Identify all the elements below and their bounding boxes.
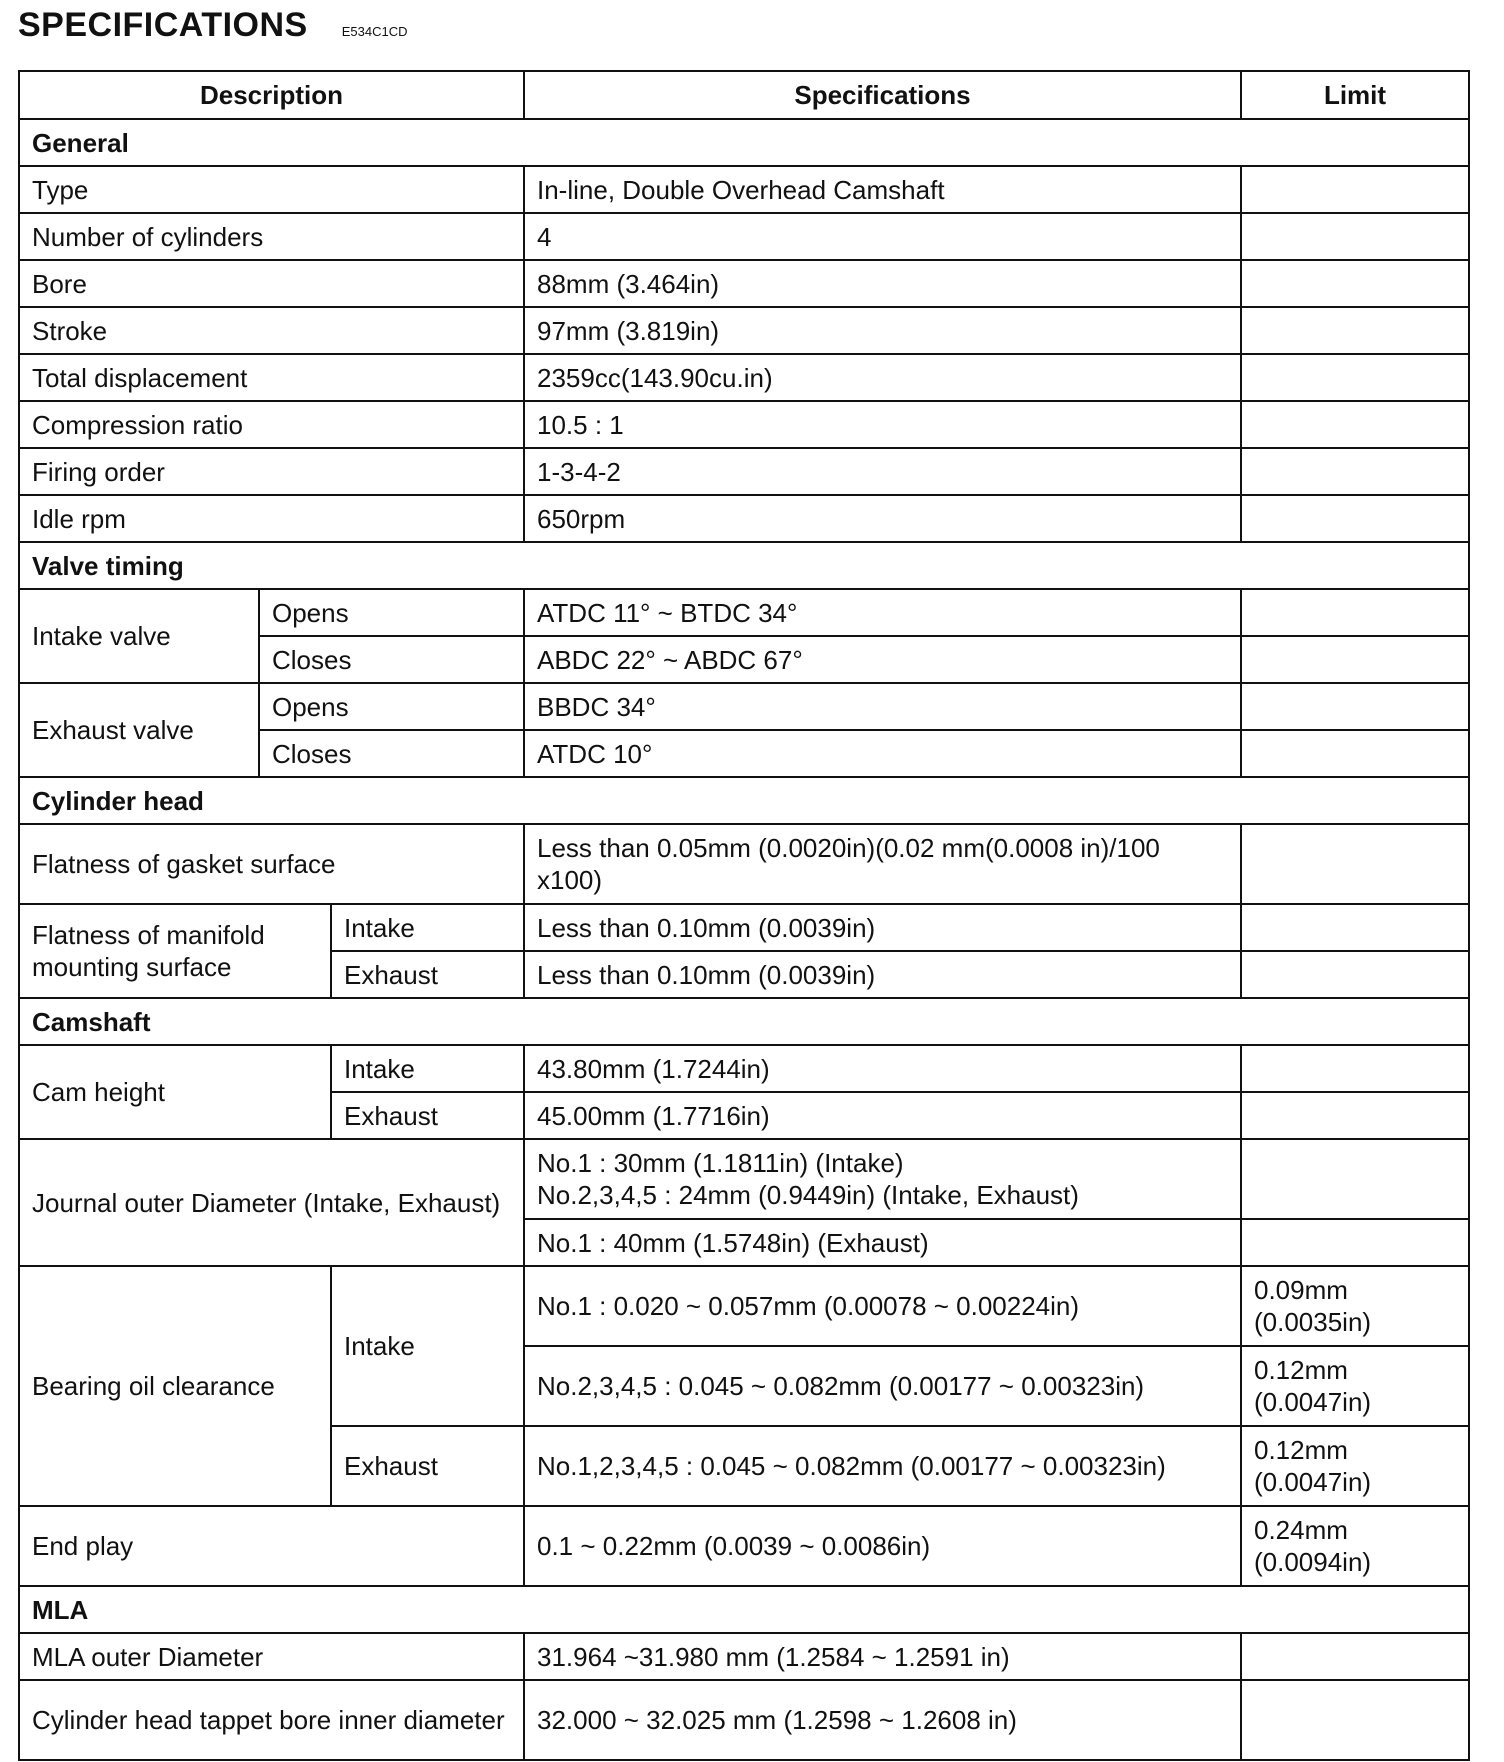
row-limit: [1241, 824, 1469, 904]
limit-line: (0.0094in): [1254, 1547, 1372, 1577]
header-specifications: Specifications: [524, 71, 1241, 119]
table-row: [19, 354, 1469, 401]
row-limit: [1241, 730, 1469, 777]
table-row: [19, 1633, 1469, 1680]
row-limit: [1241, 260, 1469, 307]
row-limit: [1241, 1266, 1469, 1346]
limit-line: (0.0047in): [1254, 1387, 1372, 1417]
page-title: SPECIFICATIONS: [18, 6, 308, 44]
limit-line: (0.0035in): [1254, 1307, 1372, 1337]
row-label: MLA outer Diameter: [19, 1633, 524, 1680]
table-row: [19, 1139, 1469, 1219]
row-limit: [1241, 448, 1469, 495]
row-value: 10.5 : 1: [524, 401, 1241, 448]
header-description: Description: [19, 71, 524, 119]
row-sublabel: Exhaust: [331, 1092, 524, 1139]
row-limit: [1241, 307, 1469, 354]
row-label: Flatness of manifold mounting surface: [19, 904, 331, 998]
row-label: Bore: [19, 260, 524, 307]
row-value: 32.000 ~ 32.025 mm (1.2598 ~ 1.2608 in): [524, 1680, 1241, 1760]
row-limit: [1241, 1506, 1469, 1586]
row-value: 4: [524, 213, 1241, 260]
row-value: 0.1 ~ 0.22mm (0.0039 ~ 0.0086in): [524, 1506, 1241, 1586]
row-label: Firing order: [19, 448, 524, 495]
table-row: [19, 213, 1469, 260]
section-row: [19, 998, 1469, 1045]
row-limit: [1241, 166, 1469, 213]
table-row: [19, 448, 1469, 495]
section-row: [19, 119, 1469, 166]
table-row: [19, 1045, 1469, 1092]
row-sublabel: Intake: [331, 904, 524, 951]
row-limit: [1241, 589, 1469, 636]
limit-line: 0.09mm: [1254, 1275, 1348, 1305]
table-row: [19, 307, 1469, 354]
table-row: [19, 166, 1469, 213]
row-value: Less than 0.10mm (0.0039in): [524, 904, 1241, 951]
table-row: [19, 1680, 1469, 1760]
row-limit: [1241, 1426, 1469, 1506]
row-value: BBDC 34°: [524, 683, 1241, 730]
row-limit: [1241, 1045, 1469, 1092]
row-label: Number of cylinders: [19, 213, 524, 260]
row-value: Less than 0.10mm (0.0039in): [524, 951, 1241, 998]
table-row: [19, 683, 1469, 730]
row-value: ABDC 22° ~ ABDC 67°: [524, 636, 1241, 683]
header-row: [19, 71, 1469, 119]
row-sublabel: Closes: [259, 636, 524, 683]
row-limit: [1241, 904, 1469, 951]
table-row: [19, 260, 1469, 307]
row-value: ATDC 11° ~ BTDC 34°: [524, 589, 1241, 636]
limit-line: 0.12mm: [1254, 1355, 1348, 1385]
section-row: [19, 542, 1469, 589]
table-row: [19, 824, 1469, 904]
row-value: 43.80mm (1.7244in): [524, 1045, 1241, 1092]
row-label: Idle rpm: [19, 495, 524, 542]
row-limit: [1241, 213, 1469, 260]
row-label: Total displacement: [19, 354, 524, 401]
header-limit: Limit: [1241, 71, 1469, 119]
section-cylinder-head: Cylinder head: [19, 777, 1469, 824]
row-limit: [1241, 1219, 1469, 1266]
row-sublabel: Intake: [331, 1266, 524, 1426]
row-limit: [1241, 1633, 1469, 1680]
limit-line: 0.24mm: [1254, 1515, 1348, 1545]
row-value: In-line, Double Overhead Camshaft: [524, 166, 1241, 213]
table-row: [19, 495, 1469, 542]
row-value: 2359cc(143.90cu.in): [524, 354, 1241, 401]
row-label: Exhaust valve: [19, 683, 259, 777]
row-limit: [1241, 951, 1469, 998]
table-row: [19, 1266, 1469, 1346]
row-label: Cylinder head tappet bore inner diameter: [19, 1680, 524, 1760]
specifications-table: [18, 70, 1470, 1761]
limit-line: 0.12mm: [1254, 1435, 1348, 1465]
row-value: ATDC 10°: [524, 730, 1241, 777]
row-limit: [1241, 683, 1469, 730]
section-general: General: [19, 119, 1469, 166]
row-limit: [1241, 636, 1469, 683]
row-value: 88mm (3.464in): [524, 260, 1241, 307]
row-value: [524, 1139, 1241, 1219]
row-sublabel: Closes: [259, 730, 524, 777]
row-value: 45.00mm (1.7716in): [524, 1092, 1241, 1139]
row-value: No.1 : 0.020 ~ 0.057mm (0.00078 ~ 0.00224in): [524, 1266, 1241, 1346]
row-label: Journal outer Diameter (Intake, Exhaust): [19, 1139, 524, 1266]
row-value: No.1,2,3,4,5 : 0.045 ~ 0.082mm (0.00177 ~ 0.00323in): [524, 1426, 1241, 1506]
section-mla: MLA: [19, 1586, 1469, 1633]
row-value: 97mm (3.819in): [524, 307, 1241, 354]
section-row: [19, 1586, 1469, 1633]
row-value: No.2,3,4,5 : 0.045 ~ 0.082mm (0.00177 ~ 0.00323in): [524, 1346, 1241, 1426]
row-label: Flatness of gasket surface: [19, 824, 524, 904]
table-row: [19, 904, 1469, 951]
row-value: 650rpm: [524, 495, 1241, 542]
row-value: 1-3-4-2: [524, 448, 1241, 495]
row-limit: [1241, 1092, 1469, 1139]
row-limit: [1241, 354, 1469, 401]
section-row: [19, 777, 1469, 824]
row-sublabel: Exhaust: [331, 1426, 524, 1506]
row-label: Cam height: [19, 1045, 331, 1139]
row-sublabel: Opens: [259, 589, 524, 636]
row-limit: [1241, 1139, 1469, 1219]
section-camshaft: Camshaft: [19, 998, 1469, 1045]
row-label: Type: [19, 166, 524, 213]
table-row: [19, 401, 1469, 448]
row-sublabel: Intake: [331, 1045, 524, 1092]
row-value: No.1 : 40mm (1.5748in) (Exhaust): [524, 1219, 1241, 1266]
table-row: [19, 589, 1469, 636]
row-sublabel: Exhaust: [331, 951, 524, 998]
document-code: E534C1CD: [341, 24, 408, 39]
table-row: [19, 1506, 1469, 1586]
row-label: Compression ratio: [19, 401, 524, 448]
section-valve-timing: Valve timing: [19, 542, 1469, 589]
row-label: Stroke: [19, 307, 524, 354]
row-limit: [1241, 1680, 1469, 1760]
row-sublabel: Opens: [259, 683, 524, 730]
row-value-line: No.2,3,4,5 : 24mm (0.9449in) (Intake, Exhaust): [537, 1180, 1079, 1210]
row-label: Bearing oil clearance: [19, 1266, 331, 1506]
row-value: Less than 0.05mm (0.0020in)(0.02 mm(0.0008 in)/100 x100): [524, 824, 1241, 904]
row-value: 31.964 ~31.980 mm (1.2584 ~ 1.2591 in): [524, 1633, 1241, 1680]
row-limit: [1241, 401, 1469, 448]
row-limit: [1241, 1346, 1469, 1426]
page-header: [18, 6, 408, 45]
row-value-line: No.1 : 30mm (1.1811in) (Intake): [537, 1148, 904, 1178]
row-label: Intake valve: [19, 589, 259, 683]
limit-line: (0.0047in): [1254, 1467, 1372, 1497]
row-label: End play: [19, 1506, 524, 1586]
row-limit: [1241, 495, 1469, 542]
